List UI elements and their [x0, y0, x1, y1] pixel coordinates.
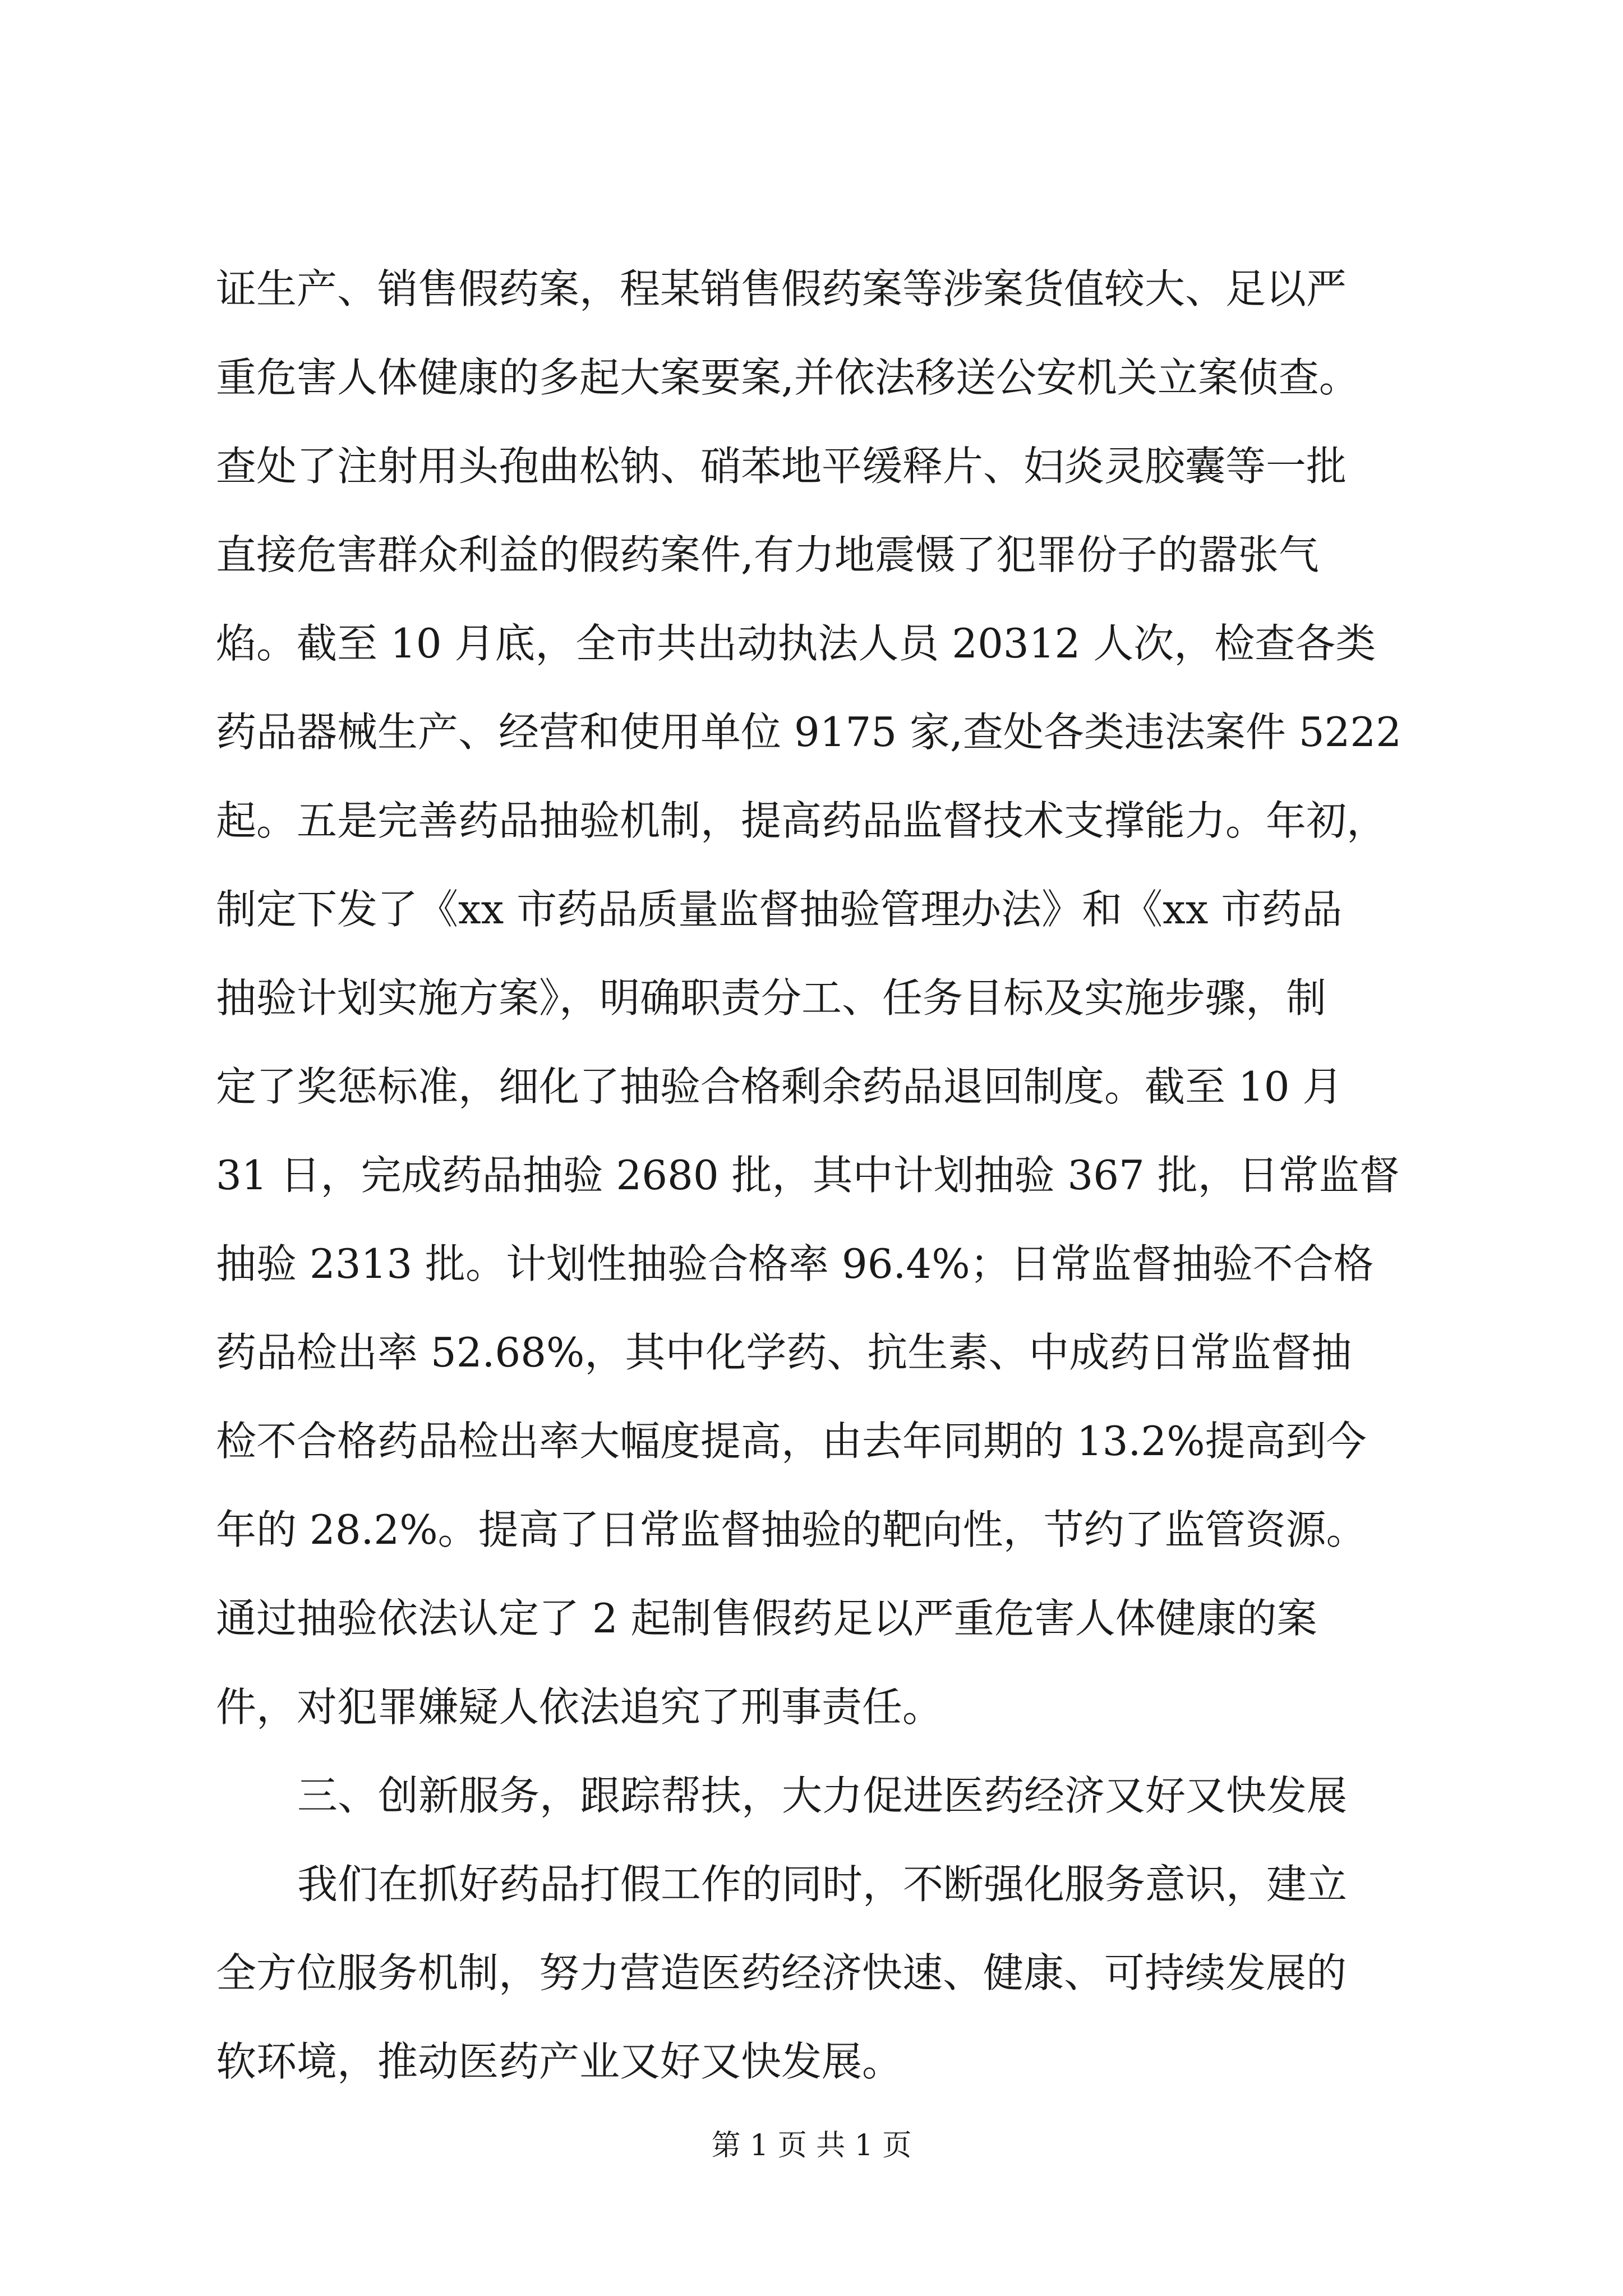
- text-line: 药品检出率 52.68%，其中化学药、抗生素、中成药日常监督抽: [216, 1329, 1352, 1376]
- text-line: 药品器械生产、经营和使用单位 9175 家,查处各类违法案件 5222: [216, 708, 1402, 756]
- text-line: 制定下发了《xx 市药品质量监督抽验管理办法》和《xx 市药品: [216, 886, 1343, 933]
- text-line: 焰。截至 10 月底，全市共出动执法人员 20312 人次，检查各类: [216, 620, 1376, 667]
- text-line: 起。五是完善药品抽验机制，提高药品监督技术支撑能力。年初，: [216, 797, 1387, 844]
- text-line: 查处了注射用头孢曲松钠、硝苯地平缓释片、妇炎灵胶囊等一批: [216, 443, 1347, 490]
- text-line: 定了奖惩标准，细化了抽验合格剩余药品退回制度。截至 10 月: [216, 1063, 1343, 1110]
- text-line: 抽验计划实施方案》，明确职责分工、任务目标及实施步骤，制: [216, 974, 1327, 1022]
- text-line: 件，对犯罪嫌疑人依法追究了刑事责任。: [216, 1683, 943, 1731]
- text-line: 31 日，完成药品抽验 2680 批，其中计划抽验 367 批，日常监督: [216, 1152, 1400, 1199]
- text-line: 年的 28.2%。提高了日常监督抽验的靶向性，节约了监管资源。: [216, 1506, 1367, 1553]
- text-line: 我们在抓好药品打假工作的同时，不断强化服务意识，建立: [297, 1861, 1348, 1908]
- text-line: 抽验 2313 批。计划性抽验合格率 96.4%；日常监督抽验不合格: [216, 1240, 1374, 1287]
- text-line: 重危害人体健康的多起大案要案,并依法移送公安机关立案侦查。: [216, 354, 1359, 401]
- text-line: 软环境，推动医药产业又好又快发展。: [216, 2038, 903, 2085]
- text-line: 检不合格药品检出率大幅度提高，由去年同期的 13.2%提高到今: [216, 1418, 1367, 1465]
- text-line: 全方位服务机制，努力营造医药经济快速、健康、可持续发展的: [216, 1949, 1347, 1996]
- page-footer: 第 1 页 共 1 页: [711, 2129, 912, 2162]
- text-line: 直接危害群众利益的假药案件,有力地震慑了犯罪份子的嚣张气: [216, 531, 1319, 578]
- text-line: 通过抽验依法认定了 2 起制售假药足以严重危害人体健康的案: [216, 1595, 1317, 1642]
- section-heading: 三、创新服务，跟踪帮扶，大力促进医药经济又好又快发展: [297, 1772, 1348, 1819]
- text-line: 证生产、销售假药案，程某销售假药案等涉案货值较大、足以严: [216, 265, 1347, 312]
